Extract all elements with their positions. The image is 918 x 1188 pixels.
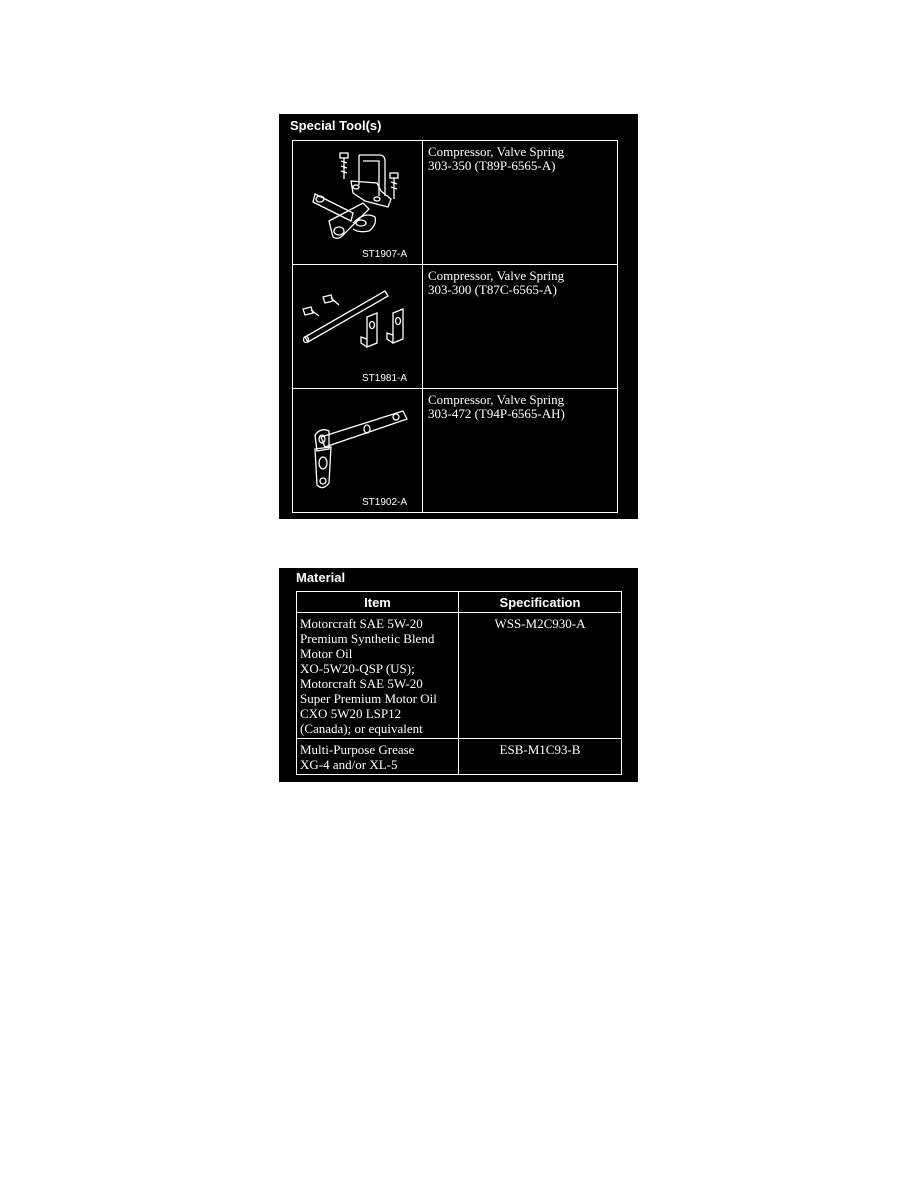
tool-part-number: 303-300 (T87C-6565-A) — [428, 282, 557, 297]
special-tools-panel — [279, 114, 638, 519]
item-line: CXO 5W20 LSP12 — [300, 706, 402, 721]
tool-row — [293, 389, 618, 513]
tool-name: Compressor, Valve Spring — [428, 392, 565, 407]
item-line: XG-4 and/or XL-5 — [300, 757, 398, 772]
item-line: Premium Synthetic Blend — [300, 631, 435, 646]
tool-row — [293, 141, 618, 265]
material-item — [297, 613, 459, 739]
tool-name: Compressor, Valve Spring — [428, 144, 565, 159]
tool-description — [423, 389, 618, 513]
item-line: Motorcraft SAE 5W-20 — [300, 676, 423, 691]
tool-description — [423, 141, 618, 265]
material-specification: ESB-M1C93-B — [459, 739, 622, 775]
tool-image-cell — [293, 141, 423, 265]
item-line: Motor Oil — [300, 646, 353, 661]
valve-spring-compressor-lever-icon — [293, 389, 423, 512]
valve-spring-compressor-icon — [293, 141, 423, 264]
material-header-row — [297, 592, 622, 613]
tool-image-label: ST1907-A — [362, 249, 408, 260]
item-line: Multi-Purpose Grease — [300, 742, 415, 757]
material-item — [297, 739, 459, 775]
tool-description — [423, 265, 618, 389]
specification-column-header: Specification — [459, 592, 622, 613]
material-row — [297, 613, 622, 739]
material-panel — [279, 568, 638, 782]
valve-spring-compressor-rod-icon — [293, 265, 423, 388]
material-title: Material — [296, 570, 346, 585]
special-tools-title: Special Tool(s) — [290, 118, 382, 133]
material-row — [297, 739, 622, 775]
tool-image-cell — [293, 265, 423, 389]
item-line: Super Premium Motor Oil — [300, 691, 437, 706]
tool-part-number: 303-350 (T89P-6565-A) — [428, 158, 556, 173]
tool-image-cell — [293, 389, 423, 513]
tool-row — [293, 265, 618, 389]
item-line: Motorcraft SAE 5W-20 — [300, 616, 423, 631]
item-line: (Canada); or equivalent — [300, 721, 423, 736]
item-line: XO-5W20-QSP (US); — [300, 661, 415, 676]
special-tools-table — [292, 140, 618, 513]
tool-image-label: ST1902-A — [362, 497, 408, 508]
item-column-header: Item — [297, 592, 459, 613]
material-specification: WSS-M2C930-A — [459, 613, 622, 739]
tool-image-label: ST1981-A — [362, 373, 408, 384]
tool-name: Compressor, Valve Spring — [428, 268, 565, 283]
tool-part-number: 303-472 (T94P-6565-AH) — [428, 406, 565, 421]
material-table — [296, 591, 622, 775]
